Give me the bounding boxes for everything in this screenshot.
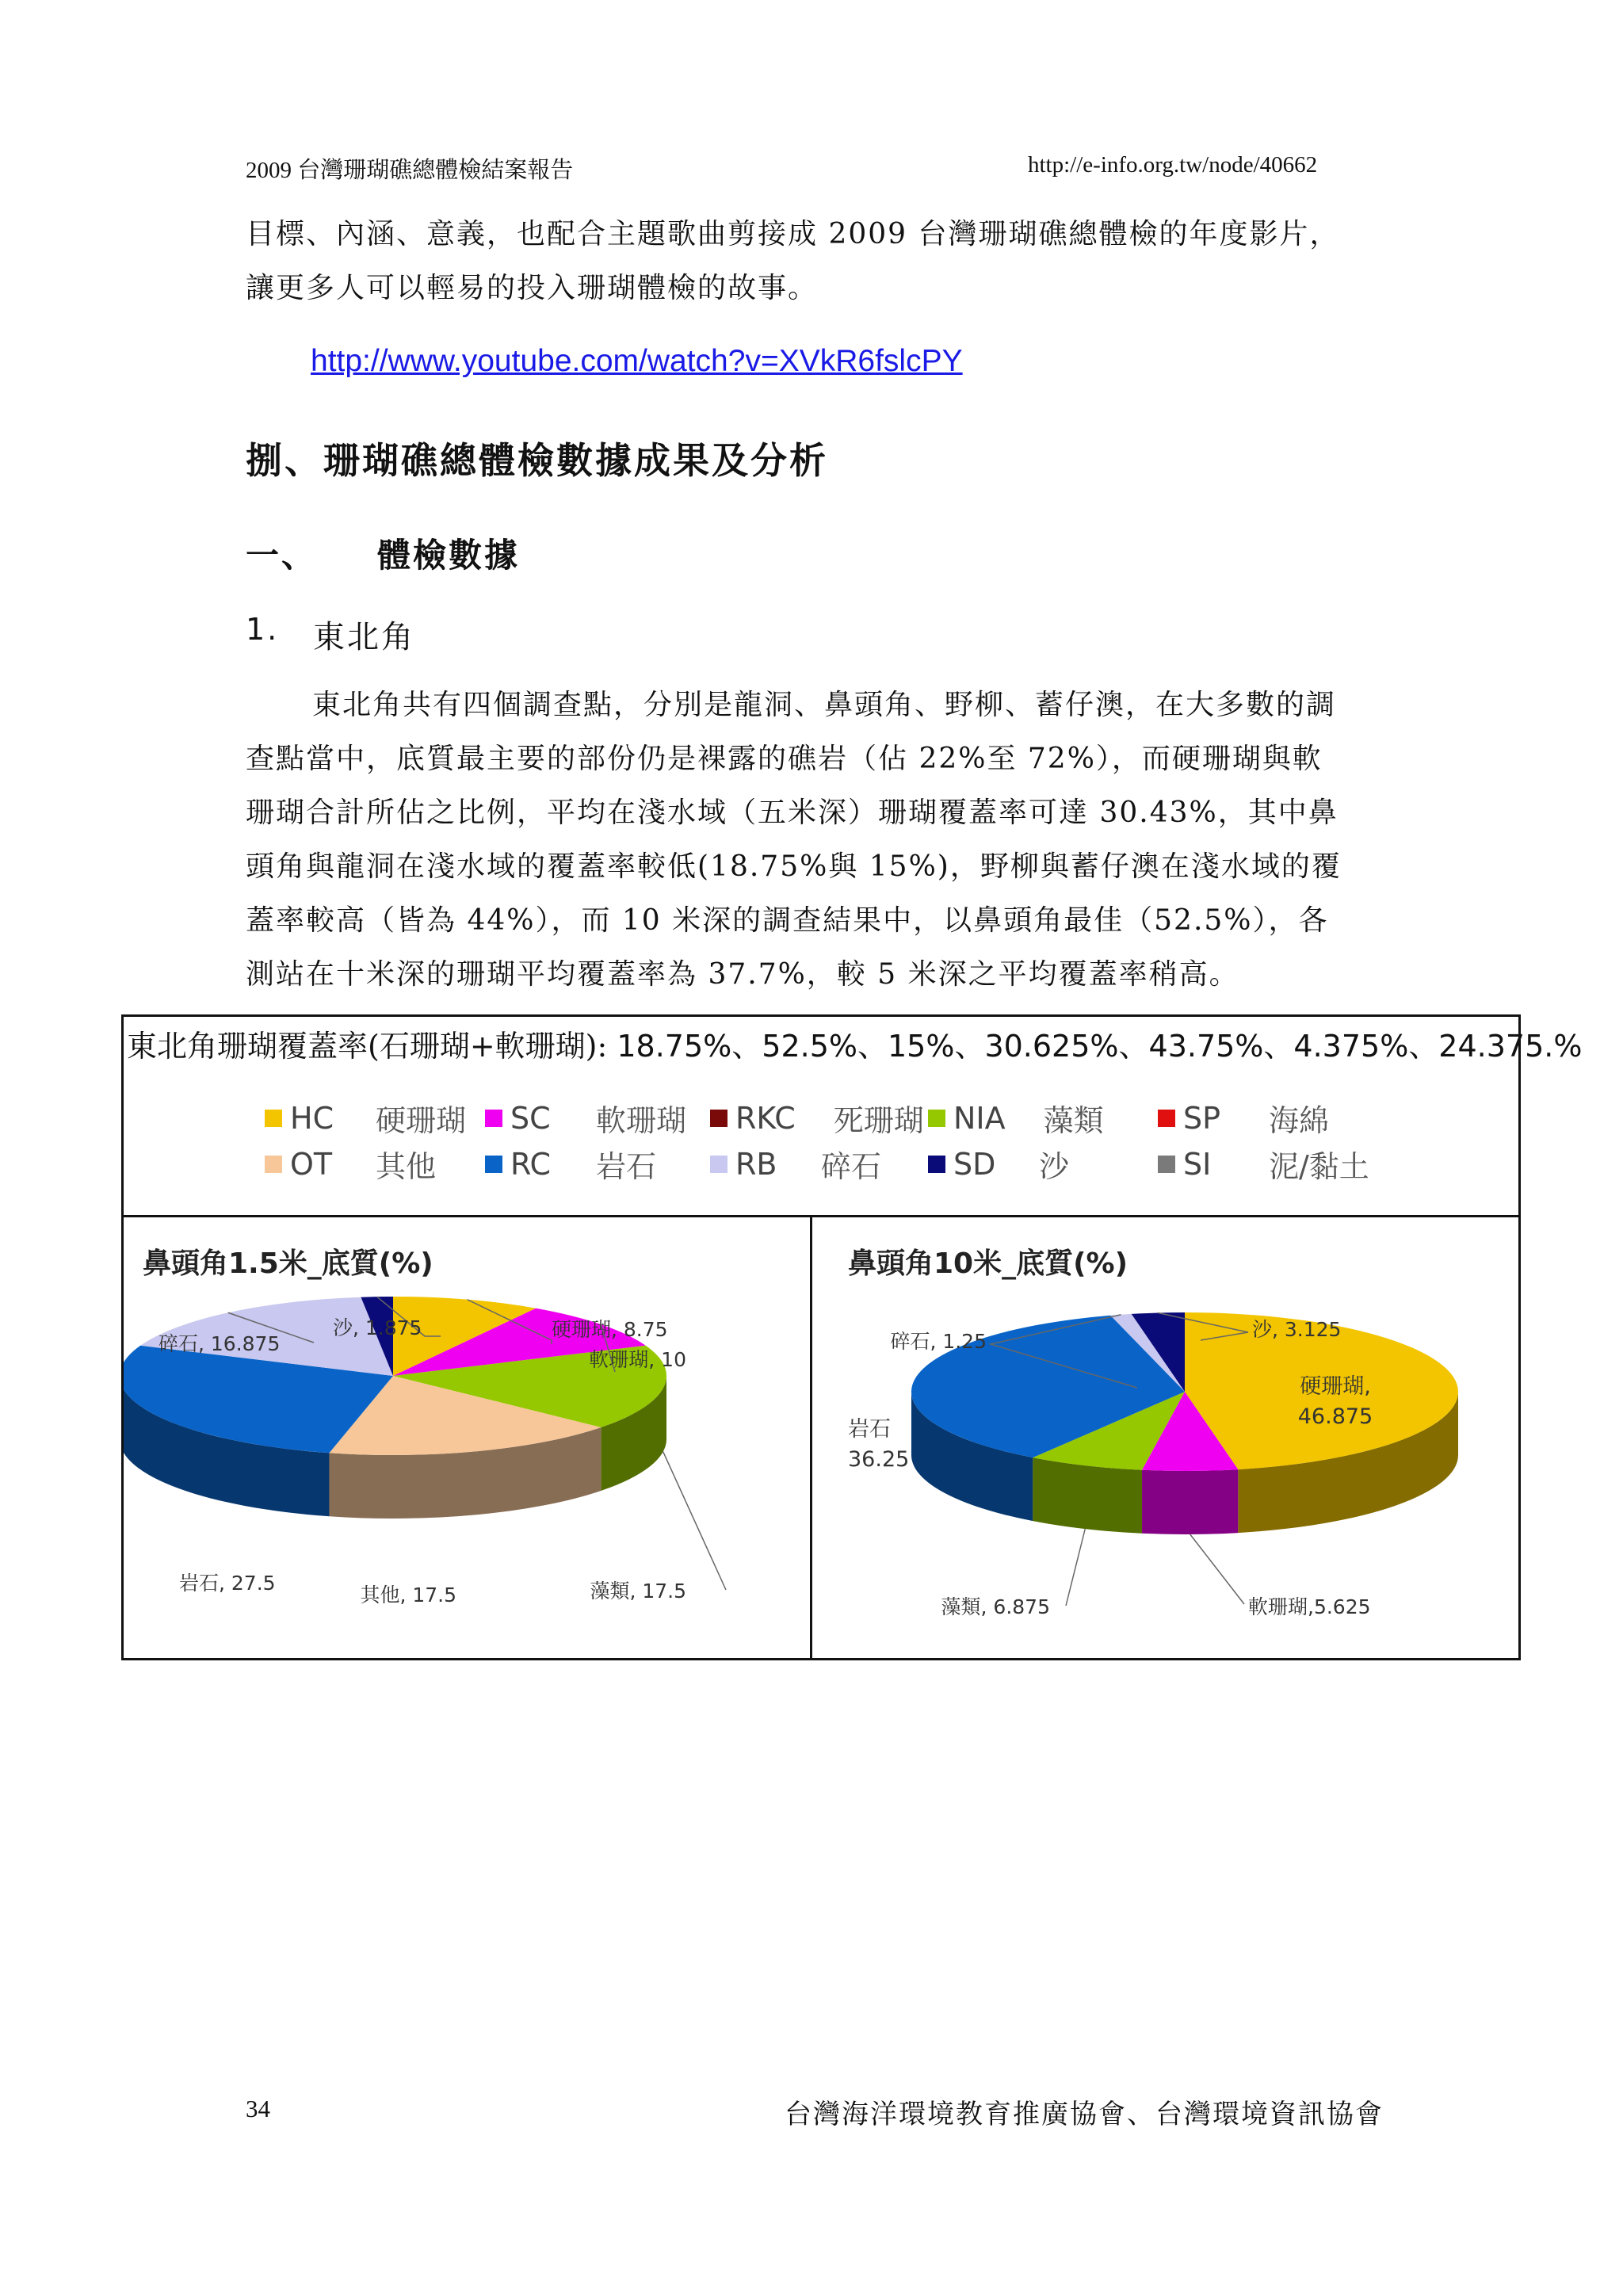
- legend-name: 岩石: [596, 1149, 657, 1184]
- footer-org: 台灣海洋環境教育推廣協會、台灣環境資訊協會: [785, 2099, 1384, 2130]
- legend-item-si: [1158, 1142, 1369, 1186]
- legend-swatch-rb: [710, 1156, 727, 1173]
- legend-name: 死珊瑚: [833, 1103, 924, 1138]
- legend-swatch-sc: [485, 1110, 502, 1127]
- page-number: 34: [246, 2095, 270, 2122]
- legend-name: 沙: [1039, 1149, 1070, 1184]
- legend-name: 藻類: [1043, 1103, 1104, 1138]
- legend-name: 海綿: [1269, 1103, 1330, 1138]
- coverage-caption-values: 18.75%、52.5%、15%、30.625%、43.75%、4.375%、24.375.%: [607, 1029, 1583, 1064]
- leader-line: [663, 1452, 726, 1590]
- legend-code: NIA: [953, 1100, 1006, 1136]
- pie-data-label: 硬珊瑚, 8.75: [552, 1318, 668, 1341]
- subsection-number: 一、: [246, 536, 318, 575]
- body-line-5: 蓋率較高（皆為 44%），而 10 米深的調查結果中，以鼻頭角最佳（52.5%），各: [246, 904, 1329, 937]
- legend-swatch-ot: [265, 1156, 282, 1173]
- intro-line-1: 目標、內涵、意義，也配合主題歌曲剪接成 2009 台灣珊瑚礁總體檢的年度影片，: [246, 218, 1340, 250]
- item-number: 1.: [246, 612, 280, 647]
- legend-code: SP: [1183, 1100, 1221, 1136]
- legend-item-rc: [485, 1142, 656, 1186]
- legend: [124, 1017, 1518, 1215]
- pie-data-label: 藻類, 6.875: [941, 1595, 1050, 1618]
- legend-name: 泥/黏土: [1269, 1149, 1369, 1184]
- legend-swatch-rkc: [710, 1110, 727, 1127]
- coverage-caption-label: 東北角珊瑚覆蓋率(石珊瑚+軟珊瑚):: [127, 1029, 608, 1064]
- pie-data-label: 碎石, 16.875: [158, 1332, 281, 1355]
- pie-data-label: 沙, 1.875: [333, 1316, 422, 1339]
- legend-code: RB: [735, 1146, 777, 1182]
- legend-item-sc: [485, 1096, 686, 1140]
- leader-line: [1066, 1529, 1085, 1606]
- legend-name: 其他: [376, 1149, 437, 1184]
- legend-item-rkc: [710, 1096, 924, 1140]
- header-left: 2009 台灣珊瑚礁總體檢結案報告: [246, 158, 574, 183]
- legend-code: SI: [1183, 1146, 1212, 1182]
- legend-name: 軟珊瑚: [596, 1103, 687, 1138]
- chart-right-title: 鼻頭角10米_底質(%): [848, 1247, 1128, 1280]
- body-line-3: 珊瑚合計所佔之比例，平均在淺水域（五米深）珊瑚覆蓋率可達 30.43%，其中鼻: [246, 797, 1338, 829]
- legend-code: HC: [290, 1100, 334, 1136]
- pie-data-label: 碎石, 1.25: [890, 1330, 987, 1353]
- pie-data-label: 36.25: [848, 1447, 910, 1472]
- header-right: http://e-info.org.tw/node/40662: [1028, 152, 1318, 178]
- body-line-1: 東北角共有四個調查點，分別是龍洞、鼻頭角、野柳、蓄仔澳，在大多數的調: [312, 689, 1337, 721]
- figure-table: [121, 1014, 1583, 1660]
- legend-item-ot: [265, 1142, 436, 1186]
- body-line-6: 測站在十米深的珊瑚平均覆蓋率為 37.7%，較 5 米深之平均覆蓋率稍高。: [246, 958, 1239, 991]
- legend-swatch-si: [1158, 1156, 1175, 1173]
- legend-swatch-rc: [485, 1156, 502, 1173]
- item-title: 東北角: [313, 619, 415, 655]
- legend-swatch-sp: [1158, 1110, 1175, 1127]
- section-title: 捌、珊瑚礁總體檢數據成果及分析: [246, 439, 828, 482]
- pie-data-label: 其他, 17.5: [360, 1584, 456, 1606]
- legend-code: SC: [510, 1100, 551, 1136]
- pie-data-label: 沙, 3.125: [1252, 1318, 1342, 1341]
- pie-data-label: 岩石, 27.5: [179, 1572, 276, 1595]
- chart-left-title: 鼻頭角1.5米_底質(%): [143, 1247, 433, 1280]
- pie-data-label: 軟珊瑚, 10: [589, 1348, 686, 1371]
- intro-line-2: 讓更多人可以輕易的投入珊瑚體檢的故事。: [246, 272, 819, 304]
- legend-swatch-sd: [928, 1156, 945, 1173]
- legend-name: 硬珊瑚: [376, 1103, 467, 1138]
- legend-item-rb: [710, 1142, 881, 1186]
- pie-data-label: 岩石: [848, 1417, 891, 1442]
- legend-item-hc: [265, 1096, 466, 1140]
- pie-data-label: 46.875: [1297, 1404, 1373, 1429]
- leader-line: [1190, 1534, 1244, 1604]
- subsection-title: 體檢數據: [377, 536, 521, 575]
- legend-item-nia: [928, 1096, 1104, 1140]
- body-line-4: 頭角與龍洞在淺水域的覆蓋率較低(18.75%與 15%)，野柳與蓄仔澳在淺水域的覆: [246, 850, 1342, 883]
- chart-right-cell: [812, 1217, 1518, 1658]
- body-line-2: 查點當中，底質最主要的部份仍是裸露的礁岩（佔 22%至 72%），而硬珊瑚與軟: [246, 743, 1323, 775]
- legend-item-sp: [1158, 1096, 1329, 1140]
- chart-right-pie: [812, 1217, 1518, 1658]
- legend-code: OT: [290, 1146, 333, 1182]
- legend-code: RKC: [735, 1100, 796, 1136]
- legend-swatch-hc: [265, 1110, 282, 1127]
- pie-data-label: 軟珊瑚,5.625: [1248, 1595, 1371, 1618]
- legend-cell: [124, 1017, 1583, 1217]
- legend-name: 碎石: [821, 1149, 882, 1184]
- youtube-link[interactable]: http://www.youtube.com/watch?v=XVkR6fslcPY: [311, 344, 963, 378]
- pie-slice-side: [1142, 1469, 1238, 1534]
- legend-code: SD: [953, 1146, 996, 1182]
- pie-data-label: 硬珊瑚,: [1300, 1374, 1371, 1399]
- chart-left-pie: [124, 1217, 810, 1658]
- legend-swatch-nia: [928, 1110, 945, 1127]
- legend-item-sd: [928, 1142, 1069, 1186]
- legend-code: RC: [510, 1146, 552, 1182]
- chart-left-cell: [124, 1217, 810, 1658]
- pie-data-label: 藻類, 17.5: [590, 1580, 686, 1603]
